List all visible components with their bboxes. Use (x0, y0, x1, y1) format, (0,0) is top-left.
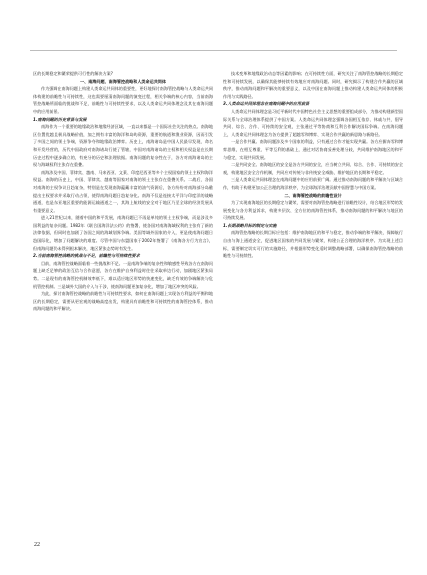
right-column (223, 70, 403, 260)
right-heading: 3.人类命运共同体理念在南海问题中的应用前景 (223, 101, 310, 107)
left-paragraph: 作为强调在南海问题上构建人类命运共同体的重要性，更好地探讨南海管控战略与人类命运共同体构建的前瞻性与可持续性，这也需要厘清南海问题的演变过程，相关争端的核心内容，当前南海管控战略所面临的挑战和不足，前瞻性与可持续性要求，以及人类命运共同体理念及其在南海问题中的应用前景。 (33, 86, 213, 114)
left-heading: 2.当前南海管控战略的挑战与不足，前瞻性与可持续性要求 (33, 253, 140, 259)
left-column (33, 70, 213, 313)
right-heading: 1.长期战略目标的制定与实施 (223, 222, 277, 228)
right-paragraph: 技术变革和地缘政治动态等因素的影响；在可持续性方面，研究关注了南海管控战略的长期稳定性和可持续发展，以确保其能够持续有效地应对南海问题。同时，研究揭示了构建合作共赢的区域秩序，推动南海问题和平解决的重要意义，以及中国在南海问题上推动构建人类命运共同体的积极作用与实践路径。 (223, 71, 403, 99)
right-paragraph: 三是人类命运共同体理念在南海问题中的应用前景广阔。通过推动南海问题的和平解决与区域合作，有助于构建更加公正合理的海洋秩序，为全球海洋治理贡献中国智慧与中国方案。 (223, 177, 403, 190)
left-heading: 一、南海问题、南海管控战略和人类命运共同体 (80, 78, 166, 84)
right-paragraph: 为了实现南海地区的长期稳定与繁荣，需要对南海管控战略进行前瞻性设计，结合地区形势的发展变化与各方利益诉求，构建多层次、全方位的南海管控体系，推动南海问题的和平解决与地区的可持续发展。 (223, 200, 403, 221)
left-paragraph: 南海作为一个重要的地缘政治和地缘经济区域，一直以来都是一个国际社会关注的热点。南海地区位置优越且极具战略价值，加之拥有丰富的海洋和岛屿资源，重要的航道和渔业资源，因而引发了多国之间的领土争端，资源争夺和地缘政治博弈。历史上，南海诸岛是中国人民最早发现、命名和开发经营的，历代中国政府对南海诸岛行使了管辖，中国对南海诸岛的主权和相关权益是在长期历史过程中逐步确立的，有充分的历史和法理依据。南海问题的复杂性在于，各方对南海诸岛的主权与海域权利主张存在重叠。 (33, 124, 213, 168)
page-number: 22 (34, 542, 40, 548)
left-paragraph: 为此，探讨南海管控战略的前瞻性与可持续性要求，如何在南海问题上实现各方利益的平衡和地区的长期稳定，需要从更宏观的战略高度出发，构建具有前瞻性和可持续性的南海管控体系，推动南海问题的和平解决。 (33, 291, 213, 312)
left-paragraph: 区的长期稳定和繁荣提供可行性的解决方案? (33, 71, 113, 76)
header-rule (30, 50, 397, 51)
right-paragraph: 二是共同安全。南海地区的安全是各方共同的安全，应当树立共同、综合、合作、可持续的安全观，构建地区安全合作机制，共同应对传统与非传统安全威胁，维护地区的长期和平稳定。 (223, 162, 403, 175)
left-heading: 1.南海问题的历史背景与发展 (33, 116, 87, 122)
right-paragraph: 人类命运共同体理念是习近平新时代中国特色社会主义思想的重要组成部分，为推动构建新型国际关系与全球治理体系提供了中国方案。人类命运共同体理念强调各国相互依存、休戚与共，倡导共同、综合、合作、可持续的安全观，主张通过平等协商和互利合作解决国际争端。在南海问题上，人类命运共同体理念为各方提供了超越零和博弈、实现合作共赢的新思路与新路径。 (223, 108, 403, 137)
left-paragraph: 南海涉及中国、菲律宾、越南、马来西亚、文莱、印度尼西亚等多个主权国家的领土主权和海洋权益。南海的历史上，中国、菲律宾、越南等国家对南海的领土主张存在重叠关系。二战后，各国对南海的主权争议日趋复杂，特别是在发现南海蕴藏丰富的油气资源后，各方纷纷对南海部分岛礁提出主权要求并采取行动占领，使得南海问题日趋复杂化。南海不仅是连接太平洋与印度洋的战略通道，也是东亚地区重要的能源运输通道之一，其海上航线的安全对于地区乃至全球的经济发展具有重要意义。 (33, 169, 213, 213)
right-paragraph: 一是合作共赢。南海问题涉及多个国家的利益，只有通过合作才能实现共赢。各方应摒弃零和博弈思维，在相互尊重、平等互利的基础上，通过对话协商妥善处理分歧，共同维护南海地区的和平与稳定，实现共同发展。 (223, 139, 403, 160)
right-paragraph: 南海管控战略的长期目标应包括：维护南海地区的和平与稳定，推动争端的和平解决，保障航行自由与海上通道安全，促进地区国家的共同发展与繁荣，构建公正合理的海洋秩序。为实现上述目标，需要制定切实可行的实施路径，并根据形势变化适时调整战略部署，以确保南海管控战略的前瞻性与可持续性。 (223, 230, 403, 259)
left-paragraph: 目前，南海管控战略面临着一些挑战和不足。一是南海争端的复杂性和敏感性导致各方在南海问题上缺乏足够的政治互信与合作意愿，各方在维护自身利益时往往采取单边行动，加剧地区紧张局势。二是现有的南海管控机制效率低下，难以适应地区形势的快速变化，缺乏有效的争端解决与危机管控机制。三是域外大国的介入与干涉，使南海问题更加复杂化，增加了地区冲突的风险。 (33, 260, 213, 289)
left-paragraph: 进入21世纪以来，随着中国的和平发展，南海问题已不再是单纯的领土主权争端，而是涉及多国利益的复杂问题。1982年《联合国海洋法公约》的签署，使各国对南海海域权利的主张有了新的法律依据，但同时也加剧了各国之间的海域划界争端。美国等域外国家的介入，更是使南海问题日趋国际化，增加了问题解决的难度。尽管中国与东盟国家于2002年签署了《南海各方行为宣言》，但南海问题仍未得到根本解决，地区紧张态势时有发生。 (33, 215, 213, 251)
right-heading: 二、南海管控战略的前瞻性设计 (284, 192, 342, 198)
